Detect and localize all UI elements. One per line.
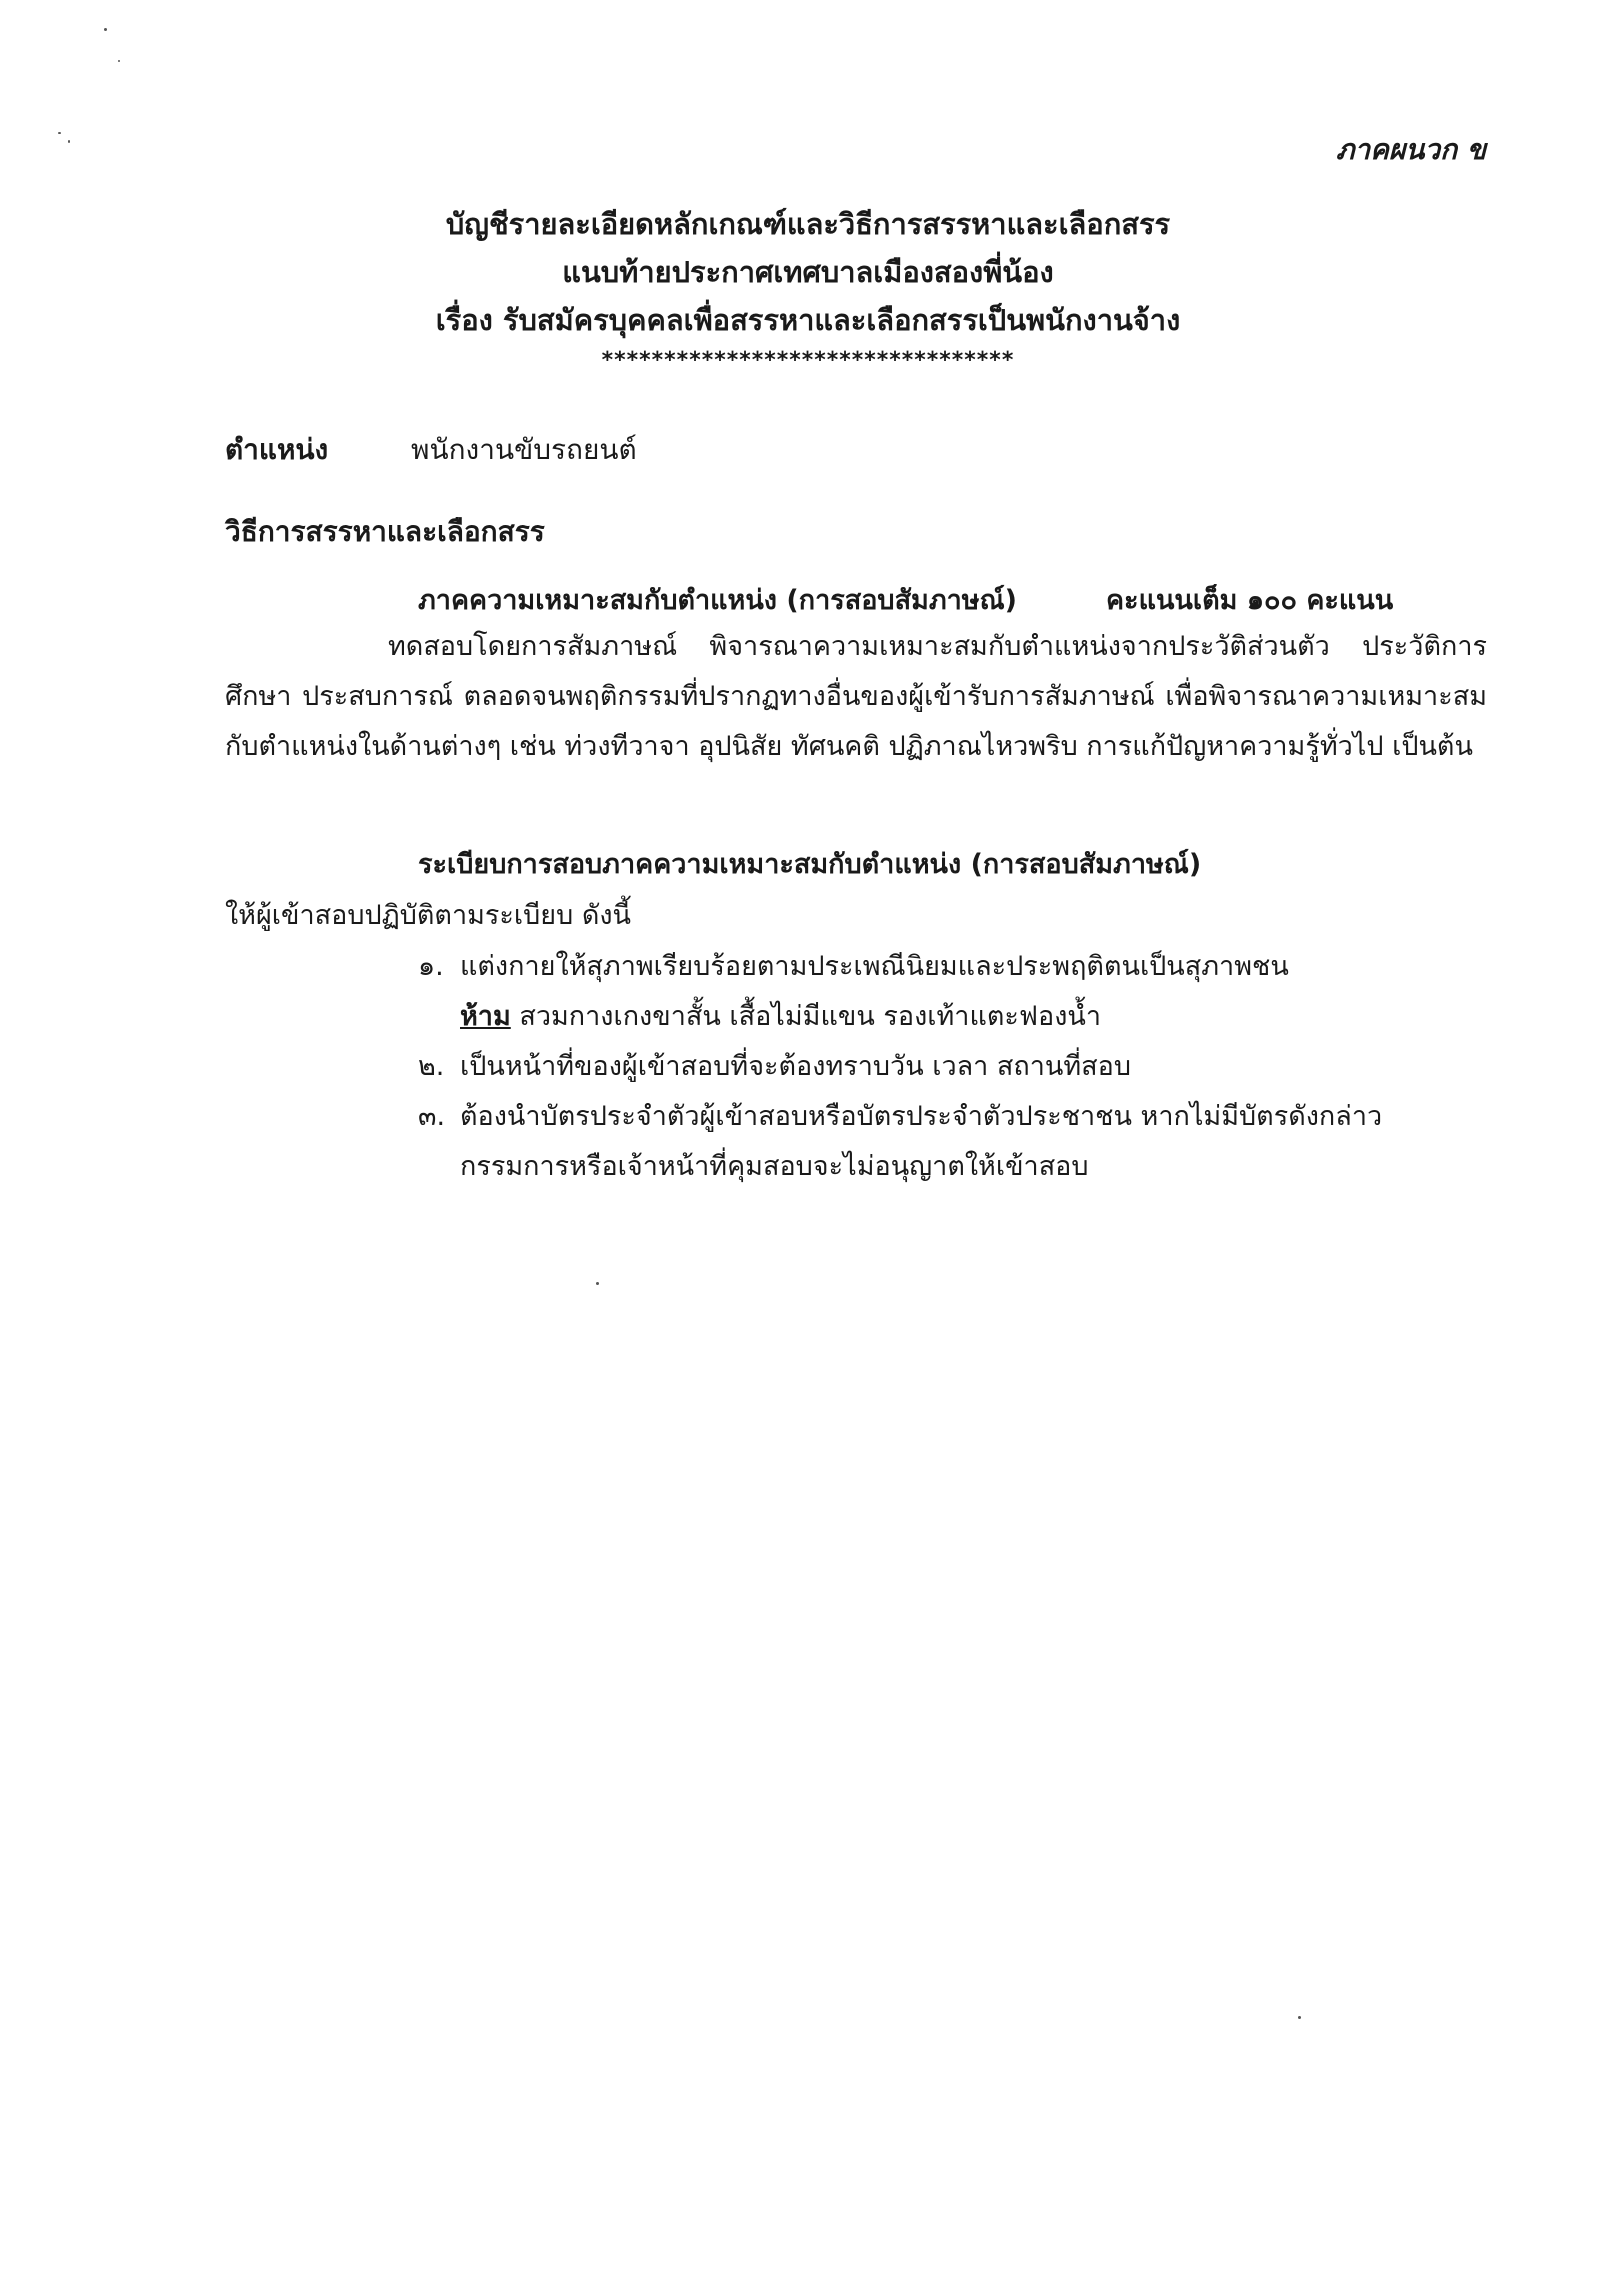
scan-speck [58, 132, 61, 134]
appendix-label: ภาคผนวก ข [1335, 133, 1486, 166]
section-title: ภาคความเหมาะสมกับตำแหน่ง (การสอบสัมภาษณ์) [418, 585, 1017, 616]
position-row [225, 428, 637, 472]
rule-forbid-line [460, 992, 1490, 1042]
rule-text: ต้องนำบัตรประจำตัวผู้เข้าสอบหรือบัตรประจำตัวประชาชน หากไม่มีบัตรดังกล่าวกรรมการหรือเจ้าหน้าที่คุมสอบจะไม่อนุญาตให้เข้าสอบ [460, 1101, 1383, 1182]
document-title [0, 200, 1616, 376]
rule-number: ๒. [418, 1051, 445, 1082]
list-item [418, 942, 1490, 1042]
rule-number: ๑. [418, 951, 444, 982]
scan-speck [1298, 2016, 1301, 2019]
method-description-text: ทดสอบโดยการสัมภาษณ์ พิจารณาความเหมาะสมกับตำแหน่งจากประวัติส่วนตัว ประวัติการศึกษา ประสบการณ์ ตลอดจนพฤติกรรมที่ปรากฏทางอื่นของผู้เข้ารับการสัมภาษณ์ เพื่อพิจารณาความเหมาะสมกับตำแหน่งในด้านต่างๆ เช่น ท่วงทีวาจา อุปนิสัย ทัศนคติ ปฏิภาณไหวพริบ การแก้ปัญหาความรู้ทั่วไป เป็นต้น [225, 631, 1487, 762]
rule-number: ๓. [418, 1101, 446, 1132]
title-line-2: แนบท้ายประกาศเทศบาลเมืองสองพี่น้อง [562, 255, 1054, 289]
forbid-text: สวมกางเกงขาสั้น เสื้อไม่มีแขน รองเท้าแตะฟองน้ำ [510, 1001, 1102, 1032]
scan-speck [68, 140, 70, 143]
scan-speck [118, 60, 120, 62]
rules-list [418, 942, 1490, 1192]
rule-text: เป็นหน้าที่ของผู้เข้าสอบที่จะต้องทราบวัน เวลา สถานที่สอบ [460, 1051, 1132, 1082]
method-description [225, 622, 1487, 772]
title-line-3: เรื่อง รับสมัครบุคคลเพื่อสรรหาและเลือกสรรเป็นพนักงานจ้าง [435, 303, 1181, 337]
section-heading [418, 578, 1394, 621]
position-label: ตำแหน่ง [225, 433, 329, 466]
rule-text: แต่งกายให้สุภาพเรียบร้อยตามประเพณีนิยมและประพฤติตนเป็นสุภาพชน [460, 951, 1289, 982]
scan-speck [104, 28, 107, 31]
position-value: พนักงานขับรถยนต์ [411, 433, 637, 466]
title-line-1: บัญชีรายละเอียดหลักเกณฑ์และวิธีการสรรหาและเลือกสรร [445, 207, 1171, 241]
scan-speck [596, 1282, 599, 1285]
list-item [418, 1092, 1490, 1192]
full-score: คะแนนเต็ม ๑๐๐ คะแนน [1106, 585, 1394, 616]
title-separator: ********************************* [601, 348, 1015, 373]
list-item [418, 1042, 1490, 1092]
forbid-label: ห้าม [460, 1001, 511, 1032]
rules-intro: ให้ผู้เข้าสอบปฏิบัติตามระเบียบ ดังนี้ [225, 900, 632, 931]
method-heading: วิธีการสรรหาและเลือกสรร [225, 515, 545, 548]
rules-heading: ระเบียบการสอบภาคความเหมาะสมกับตำแหน่ง (การสอบสัมภาษณ์) [418, 849, 1202, 880]
